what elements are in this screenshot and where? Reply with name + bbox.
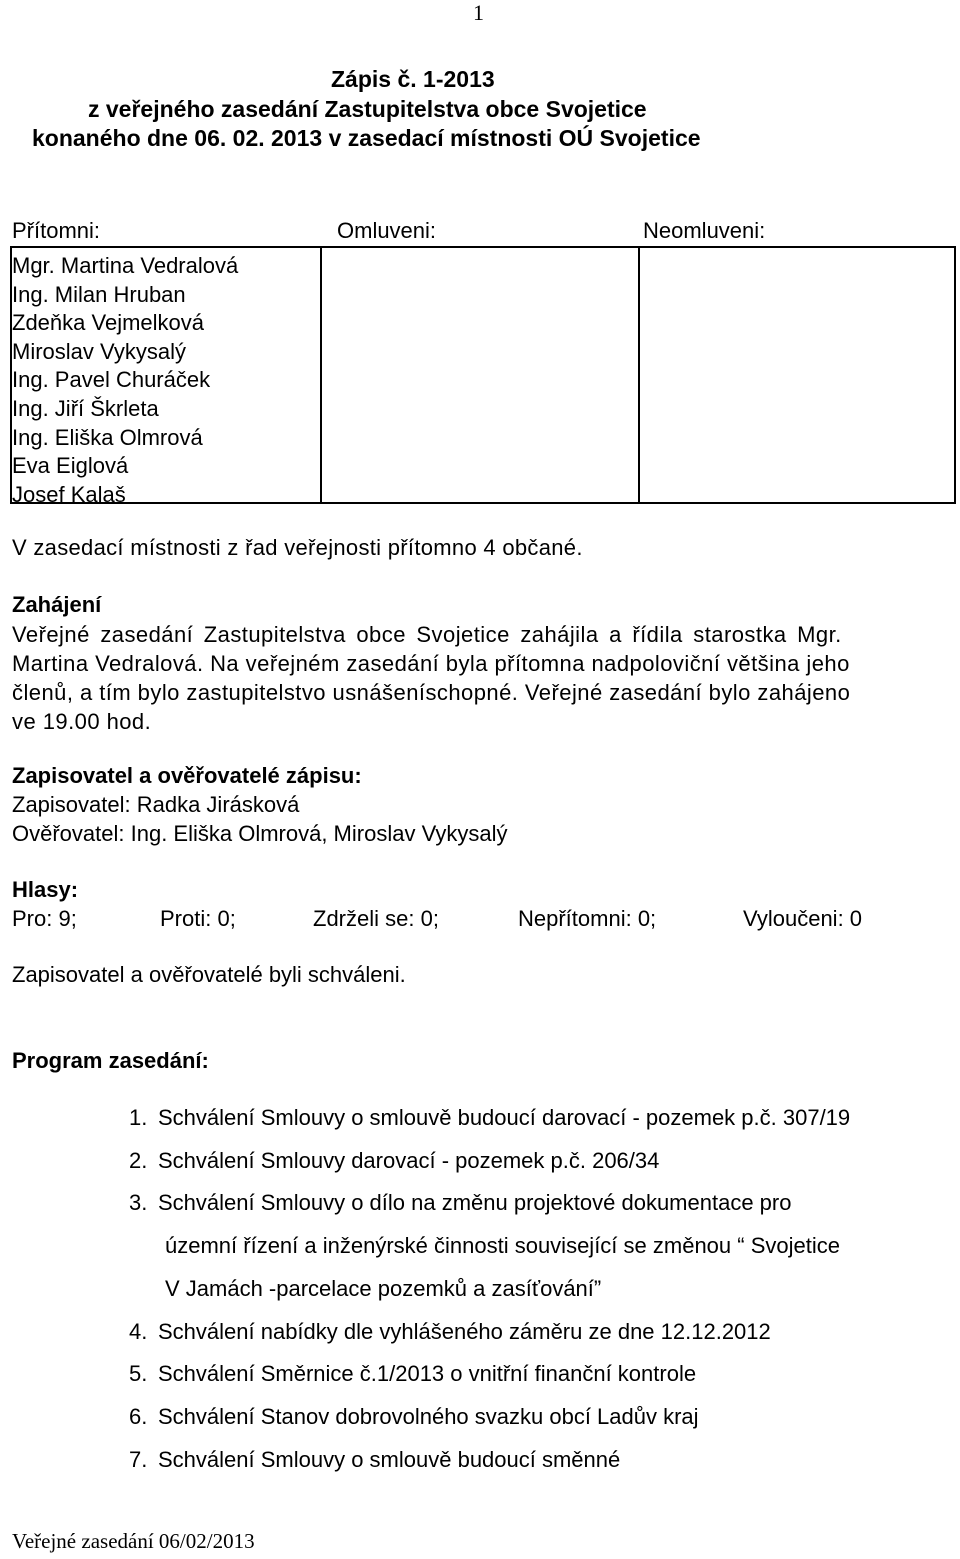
- page-number: 1: [473, 0, 484, 25]
- program-heading: Program zasedání:: [12, 1048, 209, 1073]
- unexcused-header: Neomluveni:: [643, 218, 766, 243]
- document-subtitle: z veřejného zasedání Zastupitelstva obce Svojetice: [88, 96, 647, 122]
- present-member: Ing. Eliška Olmrová: [12, 424, 203, 450]
- meeting-info: konaného dne 06. 02. 2013 v zasedací místnosti OÚ Svojetice: [32, 125, 701, 151]
- present-member: Zdeňka Vejmelková: [12, 310, 204, 336]
- opening-line: Martina Vedralová. Na veřejném zasedání byla přítomna nadpoloviční většina jeho: [12, 651, 850, 676]
- excused-header: Omluveni:: [337, 218, 437, 243]
- recorders-heading: Zapisovatel a ověřovatelé zápisu:: [12, 763, 362, 788]
- document-title: Zápis č. 1-2013: [331, 66, 495, 92]
- attendance-table: [10, 246, 956, 507]
- program-item-text: Schválení Smlouvy o smlouvě budoucí směnné: [158, 1447, 621, 1472]
- program-item-number: 4.: [129, 1319, 148, 1344]
- recorder-line: Zapisovatel: Radka Jirásková: [12, 792, 300, 817]
- approval-note: Zapisovatel a ověřovatelé byli schváleni.: [12, 962, 406, 987]
- program-item-continuation: územní řízení a inženýrské činnosti související se změnou “ Svojetice: [165, 1233, 840, 1258]
- program-item-continuation: V Jamách -parcelace pozemků a zasíťování”: [165, 1276, 602, 1301]
- column-divider: [638, 248, 640, 502]
- program-item-text: Schválení nabídky dle vyhlášeného záměru ze dne 12.12.2012: [158, 1319, 771, 1344]
- present-list: [12, 252, 238, 509]
- present-member: Eva Eiglová: [12, 453, 129, 479]
- public-attendance-note: V zasedací místnosti z řad veřejnosti přítomno 4 občané.: [12, 535, 583, 560]
- present-member: Ing. Pavel Churáček: [12, 367, 211, 393]
- present-member: Mgr. Martina Vedralová: [12, 253, 239, 278]
- program-item-number: 5.: [129, 1361, 148, 1386]
- opening-heading: Zahájení: [12, 592, 102, 617]
- present-member: Miroslav Vykysalý: [12, 338, 186, 364]
- program-item-number: 3.: [129, 1190, 148, 1215]
- votes-pro: Pro: 9;: [12, 906, 77, 931]
- votes-against: Proti: 0;: [160, 906, 236, 931]
- program-item-number: 6.: [129, 1404, 148, 1429]
- program-item-text: Schválení Směrnice č.1/2013 o vnitřní finanční kontrole: [158, 1361, 697, 1386]
- present-member: Ing. Jiří Škrleta: [12, 395, 159, 421]
- present-member: Josef Kalaš: [12, 481, 126, 507]
- program-item-text: Schválení Stanov dobrovolného svazku obcí Ladův kraj: [158, 1404, 699, 1429]
- opening-line: ve 19.00 hod.: [12, 709, 152, 734]
- program-item-text: Schválení Smlouvy o smlouvě budoucí darovací - pozemek p.č. 307/19: [158, 1105, 851, 1130]
- program-item-text: Schválení Smlouvy o dílo na změnu projektové dokumentace pro: [158, 1190, 792, 1215]
- votes-absent: Nepřítomni: 0;: [518, 906, 657, 931]
- page-footer: Veřejné zasedání 06/02/2013: [12, 1529, 255, 1553]
- votes-excluded: Vyloučeni: 0: [743, 906, 863, 931]
- present-header: Přítomni:: [12, 218, 101, 243]
- opening-line: členů, a tím bylo zastupitelstvo usnášeníschopné. Veřejné zasedání bylo zahájeno: [12, 680, 851, 705]
- program-item-number: 7.: [129, 1447, 148, 1472]
- program-item-text: Schválení Smlouvy darovací - pozemek p.č. 206/34: [158, 1148, 660, 1173]
- program-item-number: 1.: [129, 1105, 148, 1130]
- votes-heading: Hlasy:: [12, 877, 79, 902]
- column-divider: [320, 248, 322, 502]
- present-member: Ing. Milan Hruban: [12, 281, 186, 307]
- votes-abstained: Zdrželi se: 0;: [313, 906, 439, 931]
- verifiers-line: Ověřovatel: Ing. Eliška Olmrová, Miroslav Vykysalý: [12, 821, 508, 846]
- opening-line: Veřejné zasedání Zastupitelstva obce Svojetice zahájila a řídila starostka Mgr.: [12, 622, 842, 647]
- program-item-number: 2.: [129, 1148, 148, 1173]
